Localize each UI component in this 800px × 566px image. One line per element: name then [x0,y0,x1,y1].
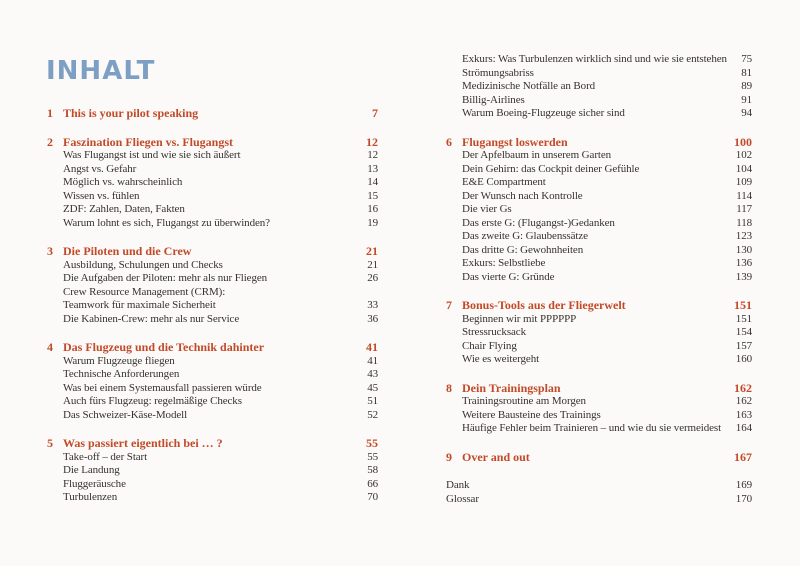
page-number: 162 [734,380,752,395]
toc-section-4 [47,341,378,422]
entry-title: Beginnen wir mit PPPPPP [462,312,577,325]
toc-entry [446,203,752,217]
page-number: 15 [367,189,378,202]
chapter-number: 6 [446,134,452,149]
chapter-heading [446,382,752,396]
chapter-heading [47,437,378,451]
page-number: 114 [736,189,752,202]
page-number: 102 [735,149,752,161]
page-number: 19 [367,216,378,229]
page-number: 36 [367,312,378,325]
toc-column-right [446,53,752,506]
entry-title: Wie es weitergeht [462,353,540,365]
entry-title: Teamwork für maximale Sicherheit [63,299,216,311]
chapter-heading [446,299,752,313]
toc-entry [446,257,752,271]
page-number: 66 [367,477,378,490]
toc-section-9 [446,451,752,465]
entry-title: ZDF: Zahlen, Daten, Fakten [63,203,185,215]
toc-entry [47,409,378,423]
entry-title: Der Wunsch nach Kontrolle [462,189,583,202]
entry-title: Exkurs: Selbstliebe [462,257,546,269]
toc-entry [47,272,378,286]
entry-title: Der Apfelbaum in unserem Garten [462,149,612,161]
page-number: 55 [366,436,378,450]
toc-entry [446,244,752,258]
entry-title: Turbulenzen [63,491,118,503]
page-number: 154 [735,326,752,338]
entry-title: Technische Anforderungen [63,368,180,380]
entry-title: Take-off – der Start [63,450,148,463]
toc-section-continued [446,53,752,121]
page-number: 89 [741,80,752,92]
page-number: 21 [366,244,378,258]
toc-section-7 [446,299,752,367]
chapter-heading [446,451,752,465]
toc-entry [446,176,752,190]
page-number: 91 [741,93,752,106]
entry-title: Möglich vs. wahrscheinlich [63,176,183,188]
chapter-number: 5 [47,436,53,450]
page-number: 151 [735,312,752,325]
page-number: 136 [735,257,752,269]
toc-entry [446,163,752,177]
toc-entry [446,107,752,121]
toc-entry [446,67,752,81]
page-number: 123 [735,230,752,242]
toc-section-5 [47,437,378,505]
toc-section-2 [47,136,378,231]
entry-title: Warum lohnt es sich, Flugangst zu überwinden? [63,216,270,229]
entry-title: E&E Compartment [462,176,546,188]
toc-section-6 [446,136,752,285]
chapter-title: Over and out [462,450,530,464]
chapter-title: Faszination Fliegen vs. Flugangst [63,135,234,149]
chapter-number: 2 [47,134,53,149]
page-number: 7 [372,106,378,120]
page-number: 55 [367,450,378,463]
entry-title: Die Kabinen-Crew: mehr als nur Service [63,312,240,325]
toc-entry [446,217,752,231]
toc-section-1 [47,107,378,121]
toc-entry [47,176,378,190]
page-number: 70 [367,491,378,503]
entry-title: Warum Flugzeuge fliegen [63,354,175,367]
page-number: 162 [735,395,752,407]
page-number: 118 [736,216,752,229]
entry-title: Das zweite G: Glaubenssätze [462,230,588,242]
toc-entry [47,368,378,382]
page-number: 164 [735,422,752,434]
chapter-heading [47,136,378,150]
entry-title: Crew Resource Management (CRM): [63,285,226,298]
toc-entry [47,491,378,505]
chapter-title: This is your pilot speaking [63,107,199,120]
page-number: 41 [367,354,378,367]
entry-title: Exkurs: Was Turbulenzen wirklich sind und wie sie entstehen [462,53,727,65]
chapter-number: 1 [47,106,53,120]
toc-entry [446,149,752,163]
entry-title: Stressrucksack [462,326,526,338]
toc-entry [446,395,752,409]
toc-entry [47,478,378,492]
entry-title: Die Aufgaben der Piloten: mehr als nur Fliegen [63,272,268,284]
page-number: 26 [367,272,378,284]
chapter-title: Die Piloten und die Crew [63,245,192,258]
toc-entry [47,355,378,369]
chapter-title: Flugangst loswerden [462,135,568,149]
entry-title: Weitere Bausteine des Trainings [462,408,601,421]
page-number: 167 [734,449,752,464]
toc-backmatter [446,479,752,506]
page-number: 163 [735,408,752,421]
toc-entry [47,286,378,300]
page-number: 33 [367,299,378,311]
page-title: INHALT [46,56,156,86]
toc-entry [446,94,752,108]
toc-section-3 [47,245,378,326]
page-number: 52 [367,408,378,421]
entry-title: Wissen vs. fühlen [63,189,140,202]
toc-entry [446,190,752,204]
chapter-heading [47,245,378,259]
page-number: 41 [366,340,378,354]
entry-title: Warum Boeing-Flugzeuge sicher sind [462,107,625,119]
toc-entry [47,203,378,217]
toc-entry [446,340,752,354]
entry-title: Strömungsabriss [462,66,534,79]
entry-title: Was bei einem Systemausfall passieren würde [63,381,262,394]
page-number: 160 [735,353,752,365]
page-number: 130 [735,243,752,256]
toc-column-left [47,107,378,505]
page-number: 14 [367,176,378,188]
entry-title: Das Schweizer-Käse-Modell [63,408,188,421]
entry-title: Ausbildung, Schulungen und Checks [63,258,223,271]
toc-entry [47,149,378,163]
chapter-heading [47,341,378,355]
chapter-number: 7 [446,298,452,312]
toc-entry [446,493,752,507]
page-number: 16 [367,203,378,215]
page-number: 139 [735,270,752,283]
entry-title: Fluggeräusche [63,477,126,490]
entry-title: Auch fürs Flugzeug: regelmäßige Checks [63,395,242,407]
page-number: 75 [741,53,752,65]
entry-title: Häufige Fehler beim Trainieren – und wie du sie vermeidest [462,422,722,434]
page-number: 81 [741,66,752,79]
chapter-title: Was passiert eigentlich bei … ? [63,437,223,450]
entry-title: Das erste G: (Flugangst-)Gedanken [462,216,615,229]
page-number: 117 [736,203,752,215]
toc-entry [446,326,752,340]
toc-entry [446,271,752,285]
toc-entry [446,479,752,493]
entry-title: Die vier Gs [462,203,512,215]
page-number: 157 [735,339,752,352]
entry-title: Glossar [446,492,479,505]
entry-title: Dein Gehirn: das Cockpit deiner Gefühle [462,162,640,175]
toc-section-8 [446,382,752,436]
entry-title: Chair Flying [462,339,517,352]
page-number: 100 [734,134,752,149]
toc-entry [47,190,378,204]
toc-entry [47,299,378,313]
chapter-number: 3 [47,244,53,258]
toc-entry [446,230,752,244]
entry-title: Dank [446,479,470,491]
page-number: 94 [741,107,752,119]
toc-entry [47,395,378,409]
chapter-title: Bonus-Tools aus der Fliegerwelt [462,299,626,312]
toc-entry [446,313,752,327]
page-number: 13 [367,162,378,175]
page-number: 58 [367,464,378,476]
page-number: 104 [735,162,752,175]
chapter-number: 9 [446,449,452,464]
entry-title: Die Landung [63,464,120,476]
entry-title: Das dritte G: Gewohnheiten [462,243,584,256]
page-number: 169 [735,479,752,491]
page-number: 151 [734,298,752,312]
entry-title: Angst vs. Gefahr [63,162,137,175]
chapter-number: 8 [446,380,452,395]
page-number: 51 [367,395,378,407]
toc-entry [47,217,378,231]
toc-entry [47,259,378,273]
toc-entry [47,163,378,177]
page-number: 109 [735,176,752,188]
toc-entry [446,80,752,94]
page-number: 45 [367,381,378,394]
toc-entry [47,464,378,478]
chapter-number: 4 [47,340,53,354]
page-number: 43 [367,368,378,380]
toc-entry [47,313,378,327]
entry-title: Was Flugangst ist und wie sie sich äußert [63,149,241,161]
chapter-title: Das Flugzeug und die Technik dahinter [63,341,265,354]
toc-entry [446,353,752,367]
toc-entry [47,451,378,465]
entry-title: Billig-Airlines [462,93,525,106]
page-number: 170 [735,492,752,505]
page-number: 12 [366,134,378,149]
toc-entry [446,422,752,436]
chapter-heading [446,136,752,150]
entry-title: Das vierte G: Gründe [462,270,555,283]
toc-entry [446,53,752,67]
page-number: 12 [367,149,378,161]
chapter-title: Dein Trainingsplan [462,381,561,395]
page-number: 21 [367,258,378,271]
chapter-heading [47,107,378,121]
entry-title: Trainingsroutine am Morgen [462,395,586,407]
entry-title: Medizinische Notfälle an Bord [462,80,596,92]
toc-entry [446,409,752,423]
toc-entry [47,382,378,396]
